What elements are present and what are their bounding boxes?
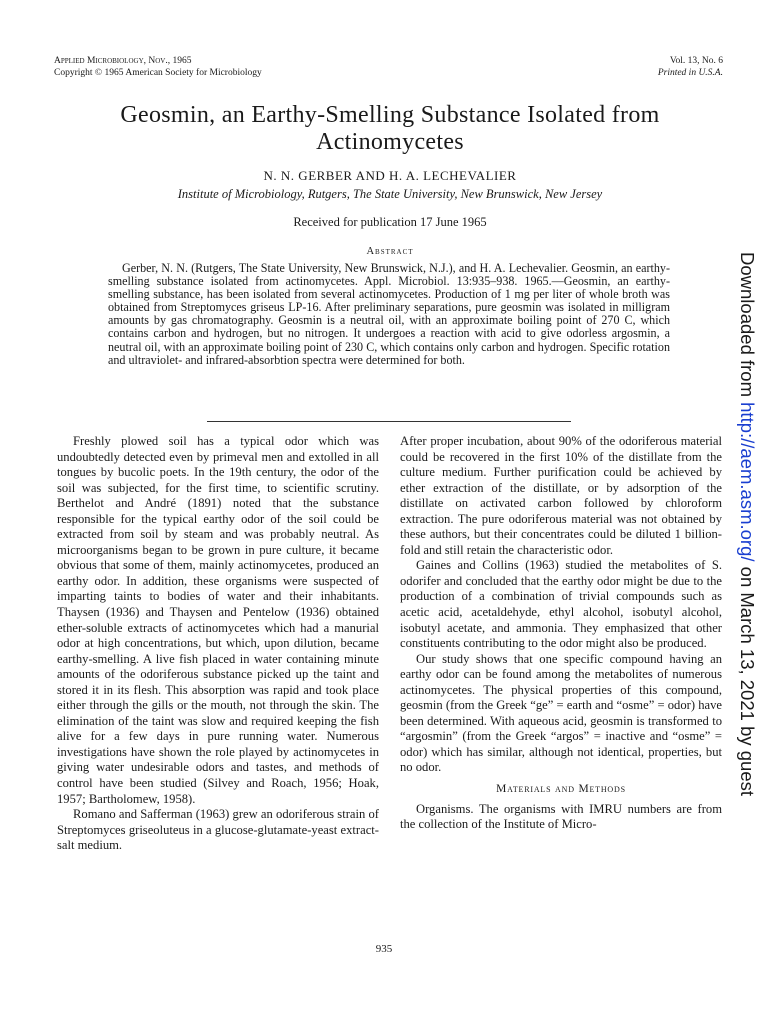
watermark-suffix: on March 13, 2021 by guest (737, 561, 758, 796)
watermark-link[interactable]: http://aem.asm.org/ (737, 402, 758, 562)
paragraph: Organisms. The organisms with IMRU numbers are from the collection of the Institute of Micro- (400, 801, 722, 832)
article-title (40, 102, 740, 156)
paragraph: Freshly plowed soil has a typical odor which was undoubtedly detected even by primeval men and extolled in all tongues by bucolic poets. In the 19th century, the odor of the soil was subjected, for the first time, to scientific scrutiny. Berthelot and André (1891) noted that the substance responsible for the typical earthy odor of the soil could be extracted from soil by steam and was probably neutral. As microorganisms began to be grown in pure culture, it became obvious that some of them, mainly actinomycetes, produced an earthy odor. In addition, these organisms were suspected of imparting taints to bodies of water and their inhabitants. Thaysen (1936) and Thaysen and Pentelow (1936) obtained ether-soluble extracts of actinomycetes which had a manurial odor at high concentrations, but which, upon dilution, became earthy-smelling. A live fish placed in water containing minute amounts of the odoriferous substance picked up the taint and stored it in its flesh. This absorption was rapid and took place either through the gills or the mouth, not through the skin. The elimination of the taint was slow and required keeping the fish alive for a few days in pure running water. Numerous investigations have shown the role played by actinomycetes in giving water undesirable odors and tastes, and methods of control have been studied (Silvey and Roach, 1956; Hoak, 1957; Bartholomew, 1958). (57, 434, 379, 806)
title-line-1: Geosmin, an Earthy-Smelling Substance Isolated from (120, 102, 660, 128)
printed-in: Printed in U.S.A. (657, 68, 723, 78)
authors: N. N. GERBER AND H. A. LECHEVALIER (263, 168, 517, 183)
right-column (400, 434, 722, 833)
left-column (57, 434, 379, 854)
header-right (658, 55, 723, 79)
header-left (54, 55, 262, 79)
paragraph: Romano and Safferman (1963) grew an odoriferous strain of Streptomyces griseoluteus in a glucose-glutamate-yeast extract-salt medium. (57, 807, 379, 853)
volume-issue: Vol. 13, No. 6 (669, 56, 723, 66)
institution: Institute of Microbiology, Rutgers, The State University, New Brunswick, New Jersey (177, 187, 603, 201)
received-date: Received for publication 17 June 1965 (293, 215, 487, 229)
download-watermark (736, 252, 758, 796)
paragraph: After proper incubation, about 90% of the odoriferous material could be recovered in the first 10% of the distillate from the culture medium. Further purification could be achieved by ether extraction of the distillate, or by adsorption of the distillate on activated carbon followed by chloroform extraction. The pure odoriferous material was not obtained by these authors, but their concentrates could be diluted 1 billion-fold and still retain the characteristic odor. (400, 434, 722, 557)
copyright-line: Copyright © 1965 American Society for Microbiology (54, 68, 262, 78)
journal-citation: Applied Microbiology, Nov., 1965 (54, 56, 192, 66)
section-divider (207, 421, 571, 422)
abstract-heading: Abstract (366, 246, 414, 257)
title-line-2: Actinomycetes (316, 129, 464, 155)
watermark-prefix: Downloaded from (737, 252, 758, 403)
page-number: 935 (375, 943, 393, 955)
paragraph: Gaines and Collins (1963) studied the metabolites of S. odorifer and concluded that the earthy odor might be due to the production of a combination of trivial compounds such as acetic acid, acetaldehyde, ethyl alcohol, isobutyl alcohol, isobutyl acetate, and ammonia. They emphasized that other constituents contributing to the odor might also be produced. (400, 558, 722, 651)
paragraph: Our study shows that one specific compound having an earthy odor can be found among the metabolites of numerous actinomycetes. The physical properties of this compound, geosmin (from the Greek “ge” = earth and “osme” = odor) have been determined. With aqueous acid, geosmin is transformed to “argosmin” (from the Greek “argos” = inactive and “osme” = odor) which has similar, although not identical, properties, but no odor. (400, 651, 722, 775)
materials-methods-heading: Materials and Methods (496, 783, 626, 796)
abstract-text: Gerber, N. N. (Rutgers, The State University, New Brunswick, N.J.), and H. A. Lechevalier. Geosmin, an earthy-smelling substance isolated from actinomycetes. Appl. Microbiol. 13:935–938. 1965.—Geosmin, an earthy-smelling substance, has been isolated from several actinomycetes. Production of 1 mg per liter of whole broth was obtained from Streptomyces griseus LP-16. After preliminary separations, pure geosmin was isolated in milligram amounts by gas chromatography. Geosmin is a neutral oil, with an approximate boiling point of 270 C, which contains carbon and hydrogen, but no nitrogen. It undergoes a reaction with acid to give odorless argosmin, a neutral oil, with an approximate boiling point of 230 C, which contains only carbon and hydrogen. Specific rotation and ultraviolet- and infrared-absorbtion spectra were determined for both. (108, 261, 670, 367)
